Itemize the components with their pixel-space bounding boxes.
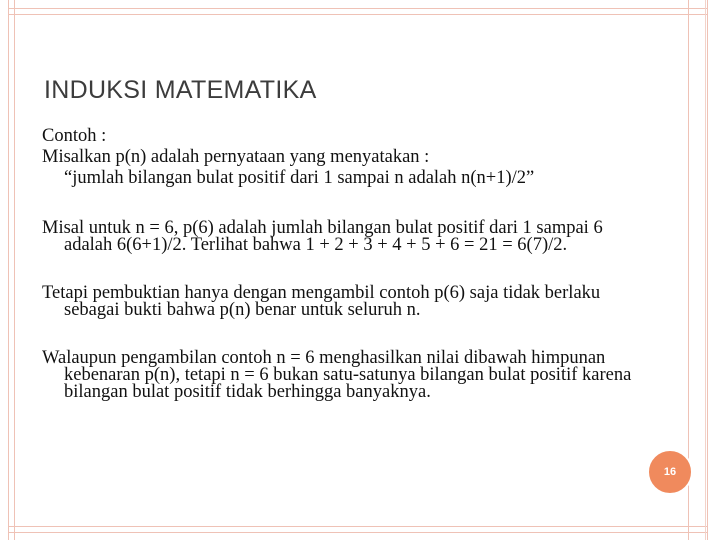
intro-line-1: Contoh :: [42, 126, 107, 146]
frame-bottom-border: [8, 526, 708, 533]
frame-left-border: [8, 0, 15, 540]
slide-content: [42, 126, 642, 401]
intro-block: [42, 126, 642, 189]
frame-top-border: [8, 8, 708, 15]
paragraph-2: Tetapi pembuktian hanya dengan mengambil contoh p(6) saja tidak berlaku sebagai bukti bahwa p(n) benar untuk seluruh n.: [42, 283, 601, 320]
paragraph-3: Walaupun pengambilan contoh n = 6 menghasilkan nilai dibawah himpunan kebenaran p(n), tetapi n = 6 bukan satu-satunya bilangan bulat positif karena bilangan bulat positif tidak berhingga banyaknya.: [42, 348, 632, 402]
paragraph-1: Misal untuk n = 6, p(6) adalah jumlah bilangan bulat positif dari 1 sampai 6 adalah 6(6+1)/2. Terlihat bahwa 1 + 2 + 3 + 4 + 5 + 6 = 21 = 6(7)/2.: [42, 218, 603, 255]
page-number-badge: 16: [647, 449, 693, 495]
frame-right-inner-line: [705, 0, 706, 540]
intro-line-2: Misalkan p(n) adalah pernyataan yang menyatakan :: [42, 147, 430, 167]
intro-line-3: “jumlah bilangan bulat positif dari 1 sampai n adalah n(n+1)/2”: [64, 168, 535, 188]
slide-title: INDUKSI MATEMATIKA: [44, 76, 317, 104]
